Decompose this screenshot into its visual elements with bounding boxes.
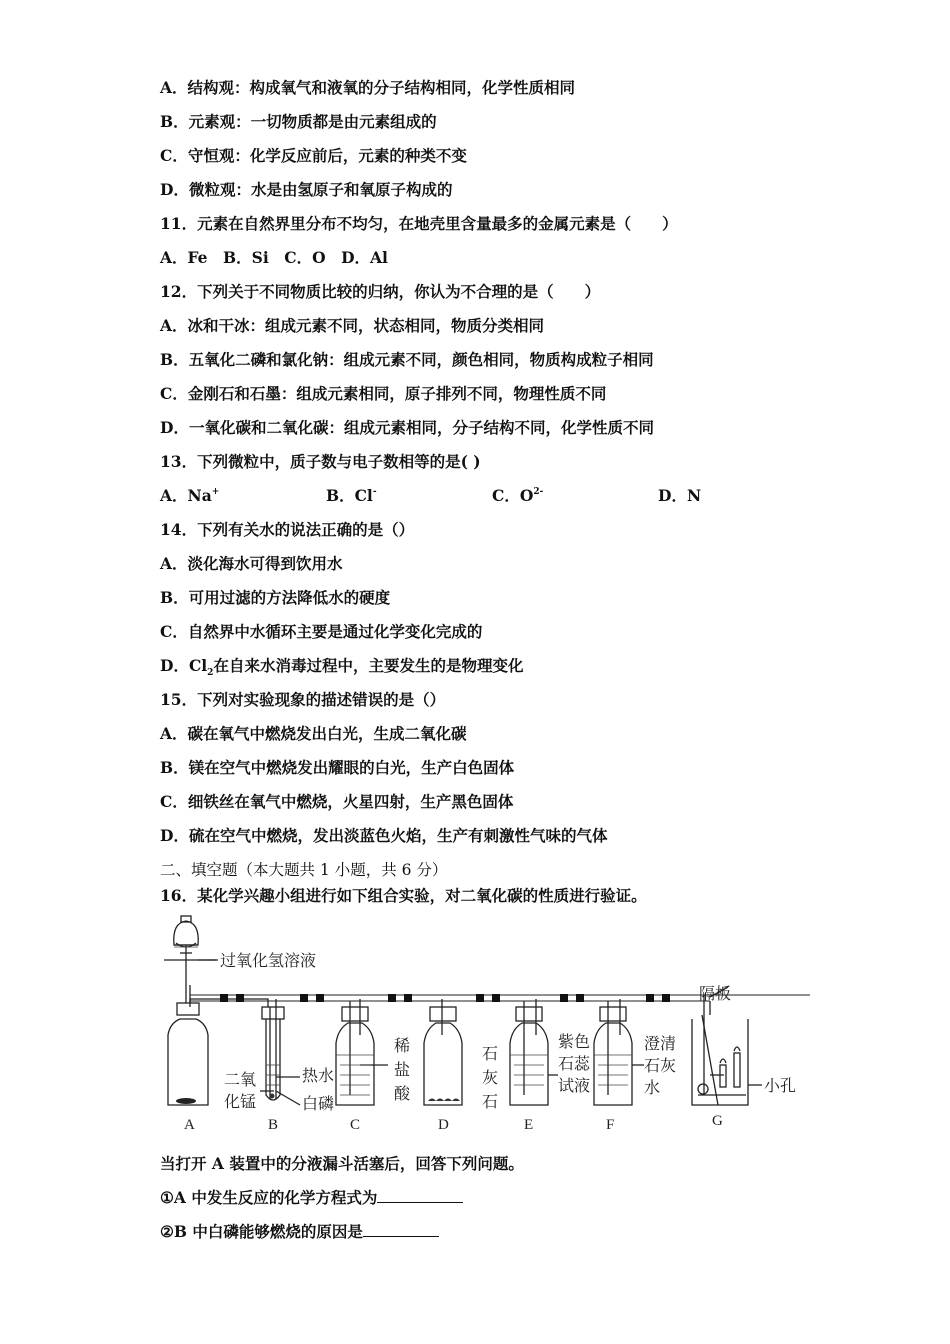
test-tube-b bbox=[266, 1019, 280, 1100]
q12-option-b: B．五氧化二磷和氯化钠：组成元素不同，颜色相同，物质构成粒子相同 bbox=[160, 350, 654, 369]
answer-blank-2[interactable] bbox=[363, 1222, 439, 1237]
q15-option-d: D．硫在空气中燃烧，发出淡蓝色火焰，生产有刺激性气味的气体 bbox=[160, 826, 608, 845]
b-right-label-1: 热水 bbox=[302, 1066, 335, 1085]
q15-option-a: A．碳在氧气中燃烧发出白光，生成二氧化碳 bbox=[160, 724, 467, 743]
q15-option-c: C．细铁丝在氧气中燃烧，火星四射，生产黑色固体 bbox=[160, 792, 514, 811]
separatory-funnel bbox=[174, 921, 199, 945]
q13-stem: 13．下列微粒中，质子数与电子数相等的是( ) bbox=[160, 452, 481, 471]
e-label-2: 石蕊 bbox=[558, 1054, 591, 1073]
q13-option-b: B．Cl- bbox=[326, 486, 377, 505]
section-2-heading: 二、填空题（本大题共 1 小题，共 6 分） bbox=[160, 861, 448, 879]
bottle-f bbox=[594, 1023, 632, 1105]
q10-option-c: C．守恒观：化学反应前后，元素的种类不变 bbox=[160, 146, 467, 165]
q11-options: A．Fe B．Si C．O D．Al bbox=[160, 248, 388, 267]
q14-option-b: B．可用过滤的方法降低水的硬度 bbox=[160, 588, 391, 607]
q16-stem: 16．某化学兴趣小组进行如下组合实验，对二氧化碳的性质进行验证。 bbox=[160, 886, 647, 905]
q13-options bbox=[160, 486, 701, 506]
e-label-3: 试液 bbox=[558, 1076, 591, 1095]
e-label-1: 紫色 bbox=[558, 1032, 591, 1051]
q16-sub2: ②B 中白磷能够燃烧的原因是 bbox=[160, 1222, 439, 1242]
q13-option-c: C．$O^{2-}$ bbox=[492, 486, 544, 505]
b-left-label-2: 化锰 bbox=[224, 1092, 257, 1111]
q12-stem: 12．下列关于不同物质比较的归纳，你认为不合理的是（ ） bbox=[160, 282, 601, 301]
experiment-apparatus-diagram bbox=[150, 915, 810, 1135]
bottle-e bbox=[510, 1023, 548, 1105]
q10-option-b: B．元素观：一切物质都是由元素组成的 bbox=[160, 112, 437, 131]
answer-blank-1[interactable] bbox=[377, 1188, 463, 1203]
q13-option-d: D．N bbox=[658, 486, 702, 505]
d-label-1: 石 bbox=[482, 1044, 499, 1063]
q10-option-a: A．结构观：构成氧气和液氧的分子结构相同，化学性质相同 bbox=[160, 78, 576, 97]
letter-g: G bbox=[712, 1113, 723, 1129]
partition-label: 隔板 bbox=[699, 984, 732, 1003]
letter-c: C bbox=[350, 1117, 361, 1133]
letter-e: E bbox=[524, 1117, 534, 1133]
d-label-3: 石 bbox=[482, 1092, 499, 1111]
letter-f: F bbox=[606, 1117, 615, 1133]
q12-option-d: D．一氧化碳和二氧化碳：组成元素相同，分子结构不同，化学性质不同 bbox=[160, 418, 654, 437]
f-label-1: 澄清 bbox=[644, 1034, 677, 1053]
c-label-3: 酸 bbox=[394, 1084, 411, 1103]
letter-a: A bbox=[184, 1117, 195, 1133]
q12-option-c: C．金刚石和石墨：组成元素相同，原子排列不同，物理性质不同 bbox=[160, 384, 607, 403]
hole-label: 小孔 bbox=[764, 1076, 797, 1095]
q16-sub1: ①A 中发生反应的化学方程式为 bbox=[160, 1188, 463, 1208]
b-left-label-1: 二氧 bbox=[224, 1070, 257, 1089]
letter-b: B bbox=[268, 1117, 279, 1133]
bottle-d bbox=[424, 1023, 462, 1105]
q11-stem: 11．元素在自然界里分布不均匀，在地壳里含量最多的金属元素是（ ） bbox=[160, 214, 678, 233]
q14-option-c: C．自然界中水循环主要是通过化学变化完成的 bbox=[160, 622, 483, 641]
q14-stem: 14．下列有关水的说法正确的是（） bbox=[160, 520, 415, 539]
f-label-2: 石灰 bbox=[644, 1056, 677, 1075]
q15-stem: 15．下列对实验现象的描述错误的是（） bbox=[160, 690, 446, 709]
letter-d: D bbox=[438, 1117, 449, 1133]
q12-option-a: A．冰和干冰：组成元素不同，状态相同，物质分类相同 bbox=[160, 316, 545, 335]
q13-option-a: A．Na+ bbox=[160, 486, 220, 505]
q14-option-a: A．淡化海水可得到饮用水 bbox=[160, 554, 343, 573]
d-label-2: 灰 bbox=[482, 1068, 499, 1087]
q10-option-d: D．微粒观：水是由氢原子和氧原子构成的 bbox=[160, 180, 453, 199]
q14-option-d: D．$Cl_2$在自来水消毒过程中，主要发生的是物理变化 bbox=[160, 656, 524, 679]
q16-intro: 当打开 A 装置中的分液漏斗活塞后，回答下列问题。 bbox=[160, 1154, 524, 1173]
b-right-label-2: 白磷 bbox=[302, 1094, 335, 1113]
f-label-3: 水 bbox=[644, 1078, 661, 1097]
q15-option-b: B．镁在空气中燃烧发出耀眼的白光，生产白色固体 bbox=[160, 758, 515, 777]
funnel-label: 过氧化氢溶液 bbox=[220, 951, 317, 970]
c-label-2: 盐 bbox=[394, 1060, 411, 1079]
bottle-a bbox=[168, 1019, 208, 1105]
bottle-c bbox=[336, 1023, 374, 1105]
c-label-1: 稀 bbox=[394, 1036, 411, 1055]
